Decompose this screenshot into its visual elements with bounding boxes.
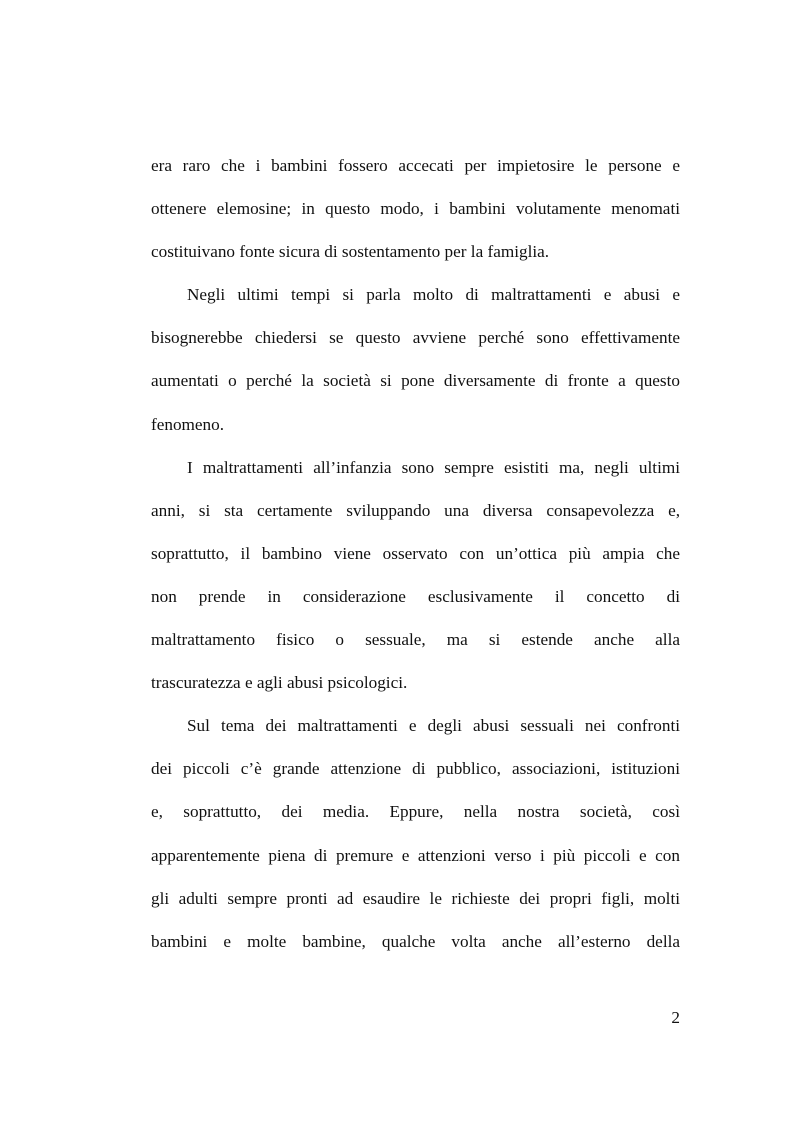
text-line: I maltrattamenti all’infanzia sono sempre esistiti ma, negli ultimi [187,457,680,477]
text-line: e, soprattutto, dei media. Eppure, nella nostra società, così [151,802,680,822]
text-line: dei piccoli c’è grande attenzione di pubblico, associazioni, istituzioni [151,759,680,779]
text-line: bisognerebbe chiedersi se questo avviene perché sono effettivamente [151,328,680,348]
page-number: 2 [671,1008,680,1027]
text-line: anni, si sta certamente sviluppando una diversa consapevolezza e, [151,500,680,520]
text-line: apparentemente piena di premure e attenzioni verso i più piccoli e con [151,845,680,865]
text-line: aumentati o perché la società si pone diversamente di fronte a questo [151,371,680,391]
text-line: fenomeno. [151,414,225,434]
text-line: bambini e molte bambine, qualche volta anche all’esterno della [151,931,680,951]
text-line: trascuratezza e agli abusi psicologici. [151,673,408,693]
body-text [151,144,680,963]
text-line: maltrattamento fisico o sessuale, ma si estende anche alla [151,630,680,650]
text-line: Sul tema dei maltrattamenti e degli abusi sessuali nei confronti [187,716,680,736]
text-line: non prende in considerazione esclusivamente il concetto di [151,586,680,606]
text-line: costituivano fonte sicura di sostentamento per la famiglia. [151,242,550,262]
text-line: gli adulti sempre pronti ad esaudire le richieste dei propri figli, molti [151,888,680,908]
text-line: era raro che i bambini fossero accecati per impietosire le persone e [151,156,680,175]
text-line: Negli ultimi tempi si parla molto di maltrattamenti e abusi e [187,285,680,305]
text-line: soprattutto, il bambino viene osservato con un’ottica più ampia che [151,543,680,563]
text-line: ottenere elemosine; in questo modo, i bambini volutamente menomati [151,199,680,219]
